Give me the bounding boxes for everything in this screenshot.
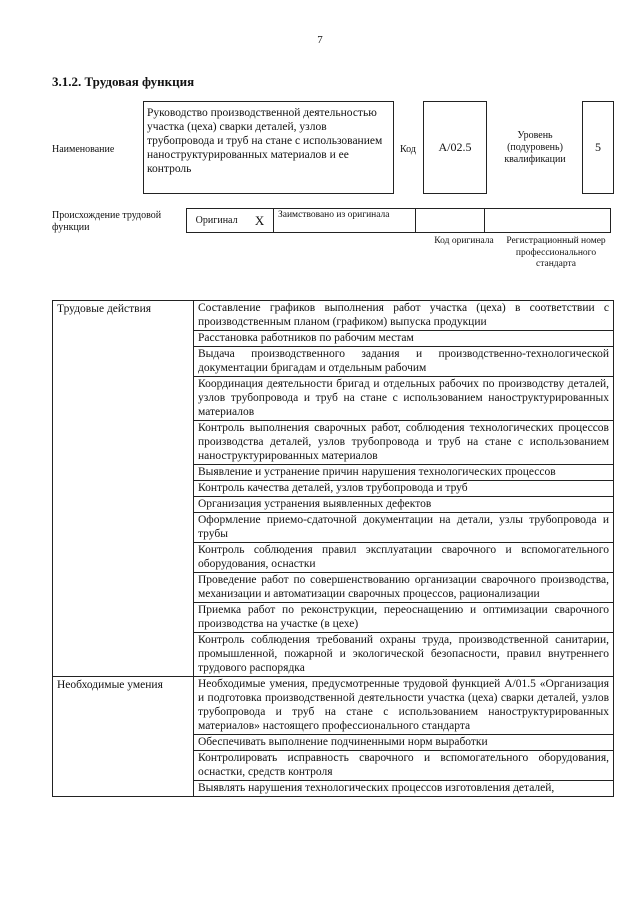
table-cell: Проведение работ по совершенствованию организации сварочного производства, механизации и автоматизации сварочных процессов, рационализации [194, 573, 614, 603]
table-cell: Необходимые умения, предусмотренные трудовой функцией A/01.5 «Организация и подготовка производственной деятельности участка (цеха) сварки деталей, узлов трубопровода и труб на стане с использованием наноструктурированных материалов» настоящего профессионального стандарта [194, 677, 614, 735]
table-cell: Контроль соблюдения правил эксплуатации сварочного и вспомогательного оборудования, оснастки [194, 543, 614, 573]
original-code-cell [415, 208, 485, 233]
level-label: Уровень (подуровень) квалификации [504, 130, 566, 165]
table-cell: Контроль качества деталей, узлов трубопровода и труб [194, 481, 614, 497]
original-cell [186, 208, 274, 233]
table-cell: Координация деятельности бригад и отдельных рабочих по производству деталей, узлов трубопровода и труб на стане с использованием наноструктурированных материалов [194, 377, 614, 421]
table-row [53, 301, 614, 331]
original-label: Оригинал [195, 215, 238, 226]
table-cell: Контроль выполнения сварочных работ, соблюдения технологических процессов производства деталей, узлов трубопровода и труб на стане с использованием наноструктурированных материалов [194, 421, 614, 465]
reg-number-caption: Регистрационный номер профессионального стандарта [506, 236, 606, 269]
table-cell: Выдача производственного задания и производственно-технологической документации бригадам и отдельным рабочим [194, 347, 614, 377]
borrowed-label: Заимствовано из оригинала [273, 208, 416, 233]
function-details-table [52, 300, 614, 797]
table-cell: Контроль соблюдения требований охраны труда, производственной санитарии, промышленной, пожарной и экологической безопасности, правил внутреннего трудового распорядка [194, 633, 614, 677]
section-heading-actions: Трудовые действия [53, 301, 194, 677]
reg-number-cell [484, 208, 611, 233]
table-cell: Приемка работ по реконструкции, переоснащению и оптимизации сварочного производства на участке (в цехе) [194, 603, 614, 633]
code-value: A/02.5 [423, 101, 487, 194]
table-cell: Составление графиков выполнения работ участка (цеха) в соответствии с производственным планом (графиком) выпуска продукции [194, 301, 614, 331]
table-cell: Контролировать исправность сварочного и вспомогательного оборудования, оснастки, средств контроля [194, 751, 614, 781]
origin-row [187, 208, 614, 233]
table-cell: Расстановка работников по рабочим местам [194, 331, 614, 347]
table-cell: Выявление и устранение причин нарушения технологических процессов [194, 465, 614, 481]
level-value: 5 [582, 101, 614, 194]
origin-label: Происхождение трудовой функции [52, 210, 162, 233]
original-code-caption: Код оригинала [434, 236, 494, 246]
section-heading-skills: Необходимые умения [53, 677, 194, 797]
original-mark: X [254, 212, 265, 228]
table-cell: Оформление приемо-сдаточной документации на детали, узлы трубопровода и трубы [194, 513, 614, 543]
page-number: 7 [317, 34, 323, 46]
table-cell: Организация устранения выявленных дефектов [194, 497, 614, 513]
table-row [53, 677, 614, 735]
table-cell: Выявлять нарушения технологических процессов изготовления деталей, [194, 781, 614, 797]
name-label: Наименование [52, 144, 115, 155]
section-title: 3.1.2. Трудовая функция [52, 74, 195, 89]
code-label: Код [400, 144, 416, 155]
table-cell: Обеспечивать выполнение подчиненными норм выработки [194, 735, 614, 751]
function-name-value: Руководство производственной деятельностью участка (цеха) сварки деталей, узлов трубопровода и труб на стане с использованием наноструктурированных материалов и ее контроль [143, 101, 394, 194]
